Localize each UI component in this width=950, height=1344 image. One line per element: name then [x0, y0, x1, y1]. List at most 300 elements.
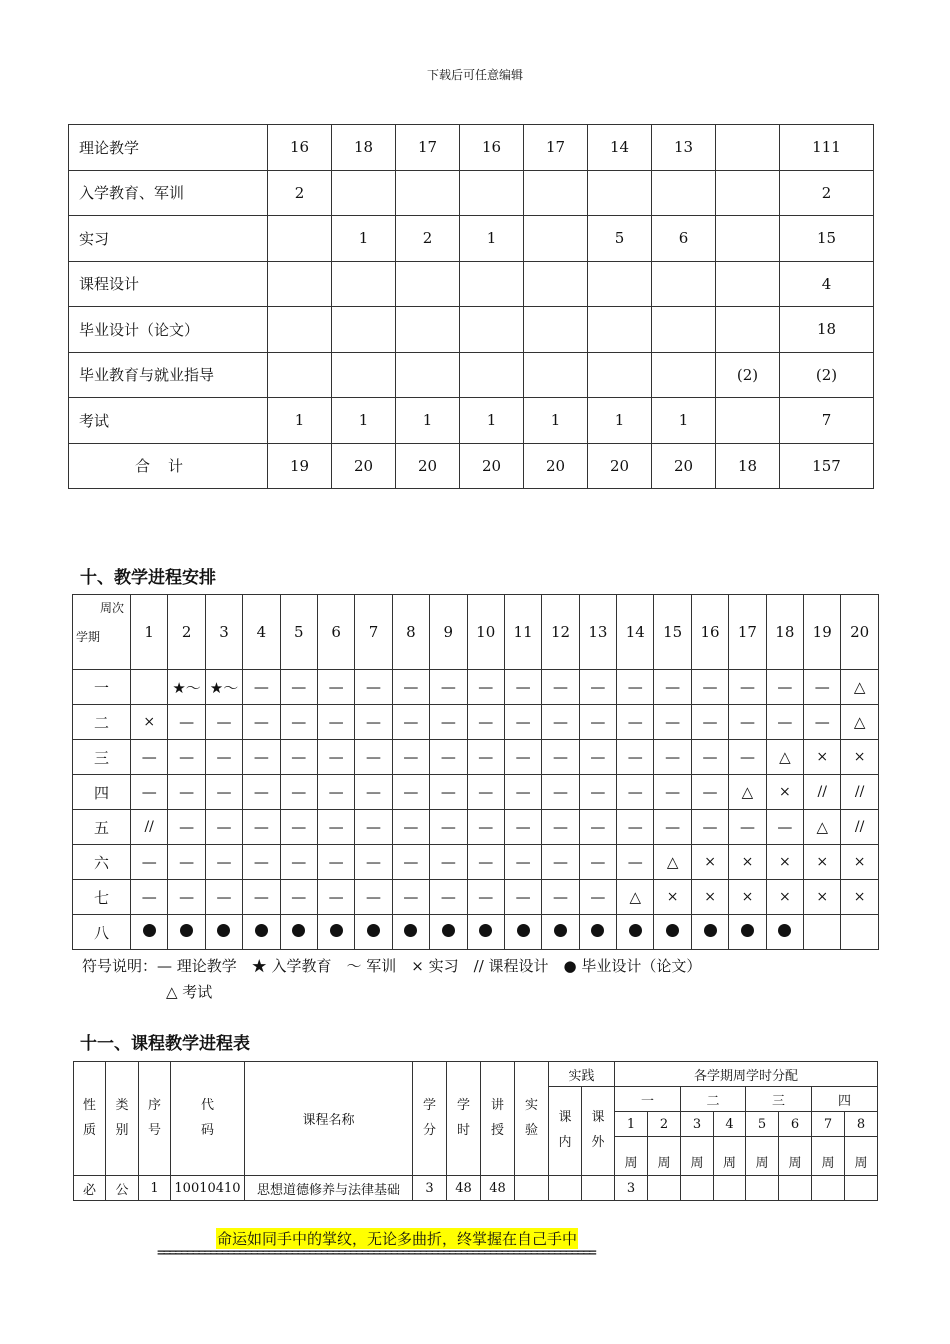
- schedule-cell: —: [691, 775, 728, 810]
- schedule-cell: —: [430, 775, 467, 810]
- schedule-cell: ★～: [168, 670, 205, 705]
- schedule-cell: —: [766, 810, 803, 845]
- summary-cell: 111: [780, 125, 874, 171]
- schedule-cell: —: [467, 880, 504, 915]
- legend-exam-text: △ 考试: [166, 983, 213, 1001]
- schedule-cell: —: [804, 705, 841, 740]
- summary-cell: [652, 261, 716, 307]
- summary-cell: 17: [396, 125, 460, 171]
- summary-cell: (2): [716, 352, 780, 398]
- thesis-dot-icon: [442, 924, 455, 937]
- schedule-cell: [841, 915, 878, 950]
- summary-cell: [332, 307, 396, 353]
- schedule-cell: —: [504, 775, 541, 810]
- schedule-cell: —: [804, 670, 841, 705]
- course-term-hours: [845, 1176, 878, 1201]
- summary-cell: 15: [780, 216, 874, 262]
- term-number-header: 3: [681, 1112, 714, 1137]
- summary-cell: [268, 307, 332, 353]
- schedule-cell: —: [542, 670, 579, 705]
- schedule-cell: —: [392, 845, 429, 880]
- schedule-cell: —: [504, 705, 541, 740]
- schedule-cell: —: [392, 740, 429, 775]
- schedule-cell: —: [280, 880, 317, 915]
- week-header: 7: [355, 595, 392, 670]
- schedule-cell: —: [617, 740, 654, 775]
- schedule-cell: —: [205, 880, 242, 915]
- summary-cell: 1: [588, 398, 652, 444]
- schedule-cell: —: [205, 740, 242, 775]
- summary-cell: [524, 352, 588, 398]
- week-header: 1: [131, 595, 168, 670]
- thesis-dot-icon: [217, 924, 230, 937]
- header-course-name: 课程名称: [245, 1062, 413, 1176]
- schedule-cell: —: [280, 740, 317, 775]
- summary-row: [69, 398, 874, 444]
- schedule-row: [73, 810, 879, 845]
- summary-cell: [268, 352, 332, 398]
- schedule-cell: —: [430, 880, 467, 915]
- schedule-cell: —: [430, 670, 467, 705]
- thesis-dot-icon: [517, 924, 530, 937]
- thesis-dot-icon: [666, 924, 679, 937]
- week-unit-header: 周: [779, 1137, 812, 1176]
- schedule-cell: —: [280, 845, 317, 880]
- summary-cell: [396, 307, 460, 353]
- term-label: 五: [73, 810, 131, 845]
- schedule-cell: —: [168, 740, 205, 775]
- schedule-cell: [542, 915, 579, 950]
- summary-cell: 1: [396, 398, 460, 444]
- divider-rule: ===========================================================================: [157, 1245, 595, 1261]
- schedule-cell: —: [317, 880, 354, 915]
- header-year: 二: [681, 1087, 746, 1112]
- schedule-cell: —: [579, 740, 616, 775]
- summary-row-label: 实习: [69, 216, 268, 262]
- header-out-class: 课外: [582, 1087, 615, 1176]
- schedule-row: [73, 775, 879, 810]
- course-row: [74, 1176, 878, 1201]
- summary-table: [68, 124, 874, 489]
- schedule-cell: —: [691, 810, 728, 845]
- summary-cell: 20: [524, 443, 588, 489]
- week-header: 3: [205, 595, 242, 670]
- course-cell-credits: 3: [413, 1176, 447, 1201]
- schedule-cell: —: [243, 670, 280, 705]
- summary-cell: [652, 307, 716, 353]
- course-term-hours: [812, 1176, 845, 1201]
- course-term-hours: [681, 1176, 714, 1201]
- header-in-class: 课内: [549, 1087, 582, 1176]
- thesis-dot-icon: [554, 924, 567, 937]
- header-year: 三: [746, 1087, 812, 1112]
- term-number-header: 8: [845, 1112, 878, 1137]
- summary-row: [69, 125, 874, 171]
- summary-row-label: 毕业教育与就业指导: [69, 352, 268, 398]
- schedule-cell: —: [617, 670, 654, 705]
- thesis-dot-icon: [591, 924, 604, 937]
- schedule-cell: —: [430, 705, 467, 740]
- schedule-cell: —: [168, 845, 205, 880]
- schedule-cell: △: [841, 705, 878, 740]
- schedule-cell: △: [766, 740, 803, 775]
- summary-cell: [716, 398, 780, 444]
- thesis-dot-icon: [404, 924, 417, 937]
- schedule-cell: [168, 915, 205, 950]
- schedule-cell: —: [542, 810, 579, 845]
- schedule-cell: —: [542, 845, 579, 880]
- thesis-dot-icon: [629, 924, 642, 937]
- schedule-table: [72, 594, 879, 950]
- week-header: 17: [729, 595, 766, 670]
- thesis-dot-icon: [330, 924, 343, 937]
- term-number-header: 7: [812, 1112, 845, 1137]
- term-label: 六: [73, 845, 131, 880]
- week-header: 12: [542, 595, 579, 670]
- week-header: 15: [654, 595, 691, 670]
- summary-cell: 7: [780, 398, 874, 444]
- corner-term-label: 学期: [76, 630, 101, 644]
- week-unit-header: 周: [812, 1137, 845, 1176]
- schedule-row: [73, 740, 879, 775]
- summary-cell: [268, 261, 332, 307]
- summary-cell: [396, 170, 460, 216]
- schedule-cell: ×: [766, 880, 803, 915]
- summary-cell: [460, 261, 524, 307]
- schedule-corner-cell: [73, 595, 131, 670]
- term-label: 七: [73, 880, 131, 915]
- schedule-cell: —: [243, 880, 280, 915]
- summary-cell: 2: [396, 216, 460, 262]
- schedule-cell: —: [579, 845, 616, 880]
- schedule-cell: —: [467, 845, 504, 880]
- term-label: 一: [73, 670, 131, 705]
- term-label: 八: [73, 915, 131, 950]
- schedule-cell: [504, 915, 541, 950]
- schedule-cell: △: [617, 880, 654, 915]
- course-cell-in-class: [549, 1176, 582, 1201]
- header-note: 下载后可任意编辑: [426, 68, 523, 82]
- schedule-cell: —: [691, 670, 728, 705]
- schedule-cell: —: [542, 880, 579, 915]
- summary-row: [69, 443, 874, 489]
- summary-cell: [396, 352, 460, 398]
- summary-cell: [396, 261, 460, 307]
- schedule-cell: —: [131, 740, 168, 775]
- course-table: [73, 1061, 878, 1201]
- summary-cell: [524, 261, 588, 307]
- schedule-cell: —: [654, 810, 691, 845]
- schedule-cell: —: [243, 775, 280, 810]
- header-category: 类别: [106, 1062, 139, 1176]
- schedule-cell: —: [729, 810, 766, 845]
- schedule-cell: ×: [691, 880, 728, 915]
- schedule-cell: —: [317, 775, 354, 810]
- summary-row-label: 毕业设计（论文）: [69, 307, 268, 353]
- schedule-cell: —: [131, 775, 168, 810]
- summary-row-label: 课程设计: [69, 261, 268, 307]
- header-experiment: 实验: [515, 1062, 549, 1176]
- course-cell-code: 10010410: [171, 1176, 245, 1201]
- summary-cell: 20: [460, 443, 524, 489]
- schedule-cell: [355, 915, 392, 950]
- course-cell-lecture: 48: [481, 1176, 515, 1201]
- schedule-cell: [617, 915, 654, 950]
- section-title-teaching-schedule: 十、教学进程安排: [80, 568, 216, 588]
- summary-cell: 1: [652, 398, 716, 444]
- schedule-cell: —: [766, 705, 803, 740]
- schedule-cell: △: [841, 670, 878, 705]
- schedule-cell: —: [654, 775, 691, 810]
- summary-row: [69, 307, 874, 353]
- summary-cell: [716, 261, 780, 307]
- course-cell-name: 思想道德修养与法律基础: [245, 1176, 413, 1201]
- schedule-cell: —: [729, 705, 766, 740]
- schedule-cell: —: [355, 845, 392, 880]
- thesis-dot-icon: [704, 924, 717, 937]
- schedule-cell: ×: [841, 740, 878, 775]
- week-header: 6: [317, 595, 354, 670]
- summary-cell: [268, 216, 332, 262]
- schedule-cell: —: [205, 845, 242, 880]
- summary-cell: [524, 216, 588, 262]
- summary-cell: [332, 352, 396, 398]
- motto-text: 命运如同手中的掌纹，无论多曲折，终掌握在自己手中: [217, 1230, 578, 1248]
- week-unit-header: 周: [681, 1137, 714, 1176]
- summary-cell: 1: [460, 398, 524, 444]
- schedule-cell: —: [205, 775, 242, 810]
- summary-cell: [332, 261, 396, 307]
- schedule-cell: —: [430, 810, 467, 845]
- schedule-row: [73, 915, 879, 950]
- week-unit-header: 周: [845, 1137, 878, 1176]
- schedule-cell: —: [317, 670, 354, 705]
- week-header: 18: [766, 595, 803, 670]
- header-hours: 学时: [447, 1062, 481, 1176]
- thesis-dot-icon: [292, 924, 305, 937]
- thesis-dot-icon: [479, 924, 492, 937]
- schedule-cell: —: [392, 880, 429, 915]
- schedule-cell: —: [131, 880, 168, 915]
- schedule-cell: [280, 915, 317, 950]
- schedule-cell: [467, 915, 504, 950]
- summary-cell: 20: [332, 443, 396, 489]
- summary-cell: 13: [652, 125, 716, 171]
- summary-cell: 19: [268, 443, 332, 489]
- summary-cell: [524, 307, 588, 353]
- schedule-cell: —: [168, 880, 205, 915]
- schedule-cell: —: [579, 705, 616, 740]
- schedule-cell: —: [392, 670, 429, 705]
- schedule-row: [73, 880, 879, 915]
- schedule-cell: —: [766, 670, 803, 705]
- schedule-cell: //: [804, 775, 841, 810]
- schedule-cell: —: [542, 740, 579, 775]
- schedule-cell: —: [579, 775, 616, 810]
- summary-cell: [652, 170, 716, 216]
- schedule-cell: ×: [654, 880, 691, 915]
- summary-cell: 20: [652, 443, 716, 489]
- summary-cell: 14: [588, 125, 652, 171]
- schedule-cell: —: [392, 775, 429, 810]
- term-number-header: 4: [714, 1112, 746, 1137]
- summary-cell: [588, 307, 652, 353]
- schedule-cell: —: [504, 880, 541, 915]
- summary-cell: [652, 352, 716, 398]
- thesis-dot-icon: [255, 924, 268, 937]
- summary-cell: 1: [332, 216, 396, 262]
- schedule-cell: ×: [131, 705, 168, 740]
- schedule-cell: —: [617, 775, 654, 810]
- thesis-dot-icon: [741, 924, 754, 937]
- summary-row: [69, 170, 874, 216]
- schedule-cell: —: [243, 845, 280, 880]
- summary-cell: [716, 307, 780, 353]
- week-header: 14: [617, 595, 654, 670]
- schedule-cell: //: [841, 810, 878, 845]
- schedule-cell: —: [467, 705, 504, 740]
- summary-cell: 6: [652, 216, 716, 262]
- schedule-cell: —: [317, 705, 354, 740]
- schedule-cell: —: [542, 775, 579, 810]
- schedule-cell: △: [654, 845, 691, 880]
- week-header: 13: [579, 595, 616, 670]
- schedule-cell: —: [467, 775, 504, 810]
- week-header: 2: [168, 595, 205, 670]
- corner-week-label: 周次: [99, 601, 124, 615]
- summary-cell: 1: [460, 216, 524, 262]
- summary-row-label: 考试: [69, 398, 268, 444]
- schedule-cell: —: [317, 845, 354, 880]
- schedule-cell: —: [504, 670, 541, 705]
- schedule-cell: ×: [729, 880, 766, 915]
- term-label: 四: [73, 775, 131, 810]
- schedule-cell: ★～: [205, 670, 242, 705]
- schedule-cell: —: [504, 845, 541, 880]
- schedule-cell: [392, 915, 429, 950]
- week-header: 19: [804, 595, 841, 670]
- summary-cell: 16: [268, 125, 332, 171]
- term-label: 三: [73, 740, 131, 775]
- schedule-cell: △: [804, 810, 841, 845]
- schedule-cell: —: [131, 845, 168, 880]
- term-label: 二: [73, 705, 131, 740]
- week-unit-header: 周: [615, 1137, 648, 1176]
- schedule-cell: //: [131, 810, 168, 845]
- week-header: 11: [504, 595, 541, 670]
- course-term-hours: [648, 1176, 681, 1201]
- course-cell-nature: 必: [74, 1176, 106, 1201]
- summary-cell: [460, 352, 524, 398]
- schedule-cell: —: [355, 775, 392, 810]
- header-number: 序号: [139, 1062, 171, 1176]
- summary-cell: [716, 216, 780, 262]
- summary-row: [69, 261, 874, 307]
- course-term-hours: [746, 1176, 779, 1201]
- schedule-cell: —: [280, 670, 317, 705]
- schedule-row: [73, 705, 879, 740]
- schedule-cell: ×: [804, 740, 841, 775]
- schedule-cell: [766, 915, 803, 950]
- schedule-cell: —: [430, 740, 467, 775]
- summary-cell: 5: [588, 216, 652, 262]
- term-number-header: 1: [615, 1112, 648, 1137]
- schedule-cell: —: [504, 740, 541, 775]
- week-header: 9: [430, 595, 467, 670]
- summary-cell: 157: [780, 443, 874, 489]
- schedule-cell: —: [504, 810, 541, 845]
- schedule-cell: —: [729, 670, 766, 705]
- schedule-cell: —: [430, 845, 467, 880]
- summary-cell: [332, 170, 396, 216]
- schedule-cell: —: [168, 810, 205, 845]
- schedule-cell: [804, 915, 841, 950]
- schedule-cell: —: [691, 705, 728, 740]
- schedule-cell: [691, 915, 728, 950]
- schedule-cell: —: [392, 705, 429, 740]
- schedule-cell: ×: [841, 880, 878, 915]
- summary-cell: 1: [332, 398, 396, 444]
- schedule-cell: [131, 670, 168, 705]
- schedule-header-row: [73, 595, 879, 670]
- schedule-cell: ×: [804, 880, 841, 915]
- schedule-cell: ×: [804, 845, 841, 880]
- summary-row-label: 入学教育、军训: [69, 170, 268, 216]
- summary-cell: 18: [332, 125, 396, 171]
- schedule-cell: —: [729, 740, 766, 775]
- summary-cell: [588, 170, 652, 216]
- summary-cell: [588, 261, 652, 307]
- schedule-cell: [729, 915, 766, 950]
- summary-cell: [588, 352, 652, 398]
- schedule-cell: —: [355, 740, 392, 775]
- schedule-cell: —: [617, 845, 654, 880]
- schedule-cell: —: [243, 740, 280, 775]
- course-cell-out-class: [582, 1176, 615, 1201]
- schedule-cell: [430, 915, 467, 950]
- week-header: 10: [467, 595, 504, 670]
- schedule-cell: //: [841, 775, 878, 810]
- schedule-cell: —: [168, 775, 205, 810]
- summary-cell: 1: [268, 398, 332, 444]
- schedule-cell: —: [317, 740, 354, 775]
- header-year: 四: [812, 1087, 878, 1112]
- schedule-cell: △: [729, 775, 766, 810]
- summary-cell: 20: [396, 443, 460, 489]
- schedule-cell: —: [617, 810, 654, 845]
- week-header: 20: [841, 595, 878, 670]
- schedule-cell: —: [280, 705, 317, 740]
- schedule-row: [73, 670, 879, 705]
- summary-cell: 2: [268, 170, 332, 216]
- course-term-hours: [714, 1176, 746, 1201]
- schedule-cell: —: [392, 810, 429, 845]
- header-distribution: 各学期周学时分配: [615, 1062, 878, 1087]
- schedule-cell: —: [280, 810, 317, 845]
- header-nature: 性质: [74, 1062, 106, 1176]
- schedule-cell: —: [355, 880, 392, 915]
- course-term-hours: 3: [615, 1176, 648, 1201]
- summary-cell: [716, 170, 780, 216]
- schedule-cell: —: [467, 670, 504, 705]
- week-unit-header: 周: [714, 1137, 746, 1176]
- term-number-header: 2: [648, 1112, 681, 1137]
- schedule-cell: —: [205, 705, 242, 740]
- thesis-dot-icon: [367, 924, 380, 937]
- header-code: 代码: [171, 1062, 245, 1176]
- schedule-cell: —: [467, 810, 504, 845]
- course-cell-category: 公: [106, 1176, 139, 1201]
